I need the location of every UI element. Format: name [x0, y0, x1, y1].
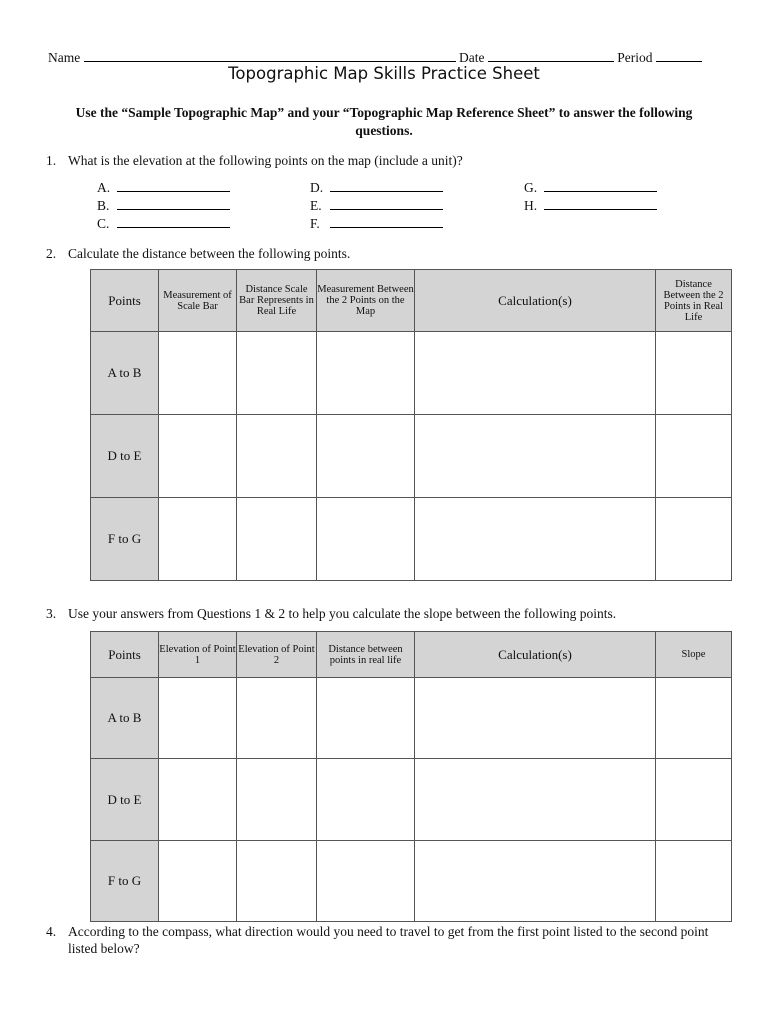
answer-cell[interactable] — [656, 332, 732, 415]
answer-cell[interactable] — [415, 759, 656, 841]
column-header: Points — [91, 632, 159, 678]
elevation-field[interactable] — [117, 196, 230, 210]
answer-cell[interactable] — [656, 498, 732, 581]
column-header: Elevation of Point 1 — [159, 632, 237, 678]
answer-cell[interactable] — [317, 678, 415, 759]
period-field[interactable] — [656, 47, 702, 62]
instructions: Use the “Sample Topographic Map” and your “Topographic Map Reference Sheet” to answer the following questions. — [75, 105, 693, 138]
question-4 — [46, 923, 726, 959]
elevation-col-1 — [97, 178, 230, 232]
question-4-text: According to the compass, what direction would you need to travel to get from the first point listed to the second point listed below? — [68, 924, 709, 956]
question-1-text: What is the elevation at the following points on the map (include a unit)? — [68, 153, 463, 168]
date-field[interactable] — [488, 47, 614, 62]
column-header: Measurement of Scale Bar — [159, 270, 237, 332]
slope-table — [90, 631, 732, 922]
question-2-number: 2. — [46, 246, 57, 261]
answer-cell[interactable] — [656, 678, 732, 759]
elevation-field[interactable] — [330, 214, 443, 228]
answer-cell[interactable] — [415, 332, 656, 415]
answer-cell[interactable] — [237, 415, 317, 498]
name-field[interactable] — [84, 47, 456, 62]
point-label: H. — [524, 198, 538, 213]
row-label: F to G — [91, 498, 159, 581]
date-label: Date — [458, 50, 485, 65]
question-3-text: Use your answers from Questions 1 & 2 to help you calculate the slope between the following points. — [68, 606, 617, 621]
table-row — [91, 841, 732, 922]
answer-cell[interactable] — [656, 841, 732, 922]
point-label: A. — [97, 180, 111, 195]
slope-header-row — [91, 632, 732, 678]
point-label: E. — [310, 198, 322, 213]
table-row — [91, 415, 732, 498]
table-row — [91, 759, 732, 841]
column-header: Elevation of Point 2 — [237, 632, 317, 678]
row-label: A to B — [91, 332, 159, 415]
answer-cell[interactable] — [317, 332, 415, 415]
point-label: F. — [310, 216, 320, 231]
elevation-field[interactable] — [544, 196, 657, 210]
question-1 — [46, 152, 736, 170]
answer-cell[interactable] — [317, 415, 415, 498]
row-label: F to G — [91, 841, 159, 922]
answer-cell[interactable] — [237, 498, 317, 581]
answer-cell[interactable] — [237, 759, 317, 841]
answer-cell[interactable] — [237, 332, 317, 415]
answer-cell[interactable] — [415, 678, 656, 759]
column-header: Distance Scale Bar Represents in Real Life — [237, 270, 317, 332]
answer-cell[interactable] — [415, 498, 656, 581]
row-label: A to B — [91, 678, 159, 759]
answer-cell[interactable] — [159, 759, 237, 841]
question-3 — [46, 605, 746, 623]
column-header: Distance Between the 2 Points in Real Life — [656, 270, 732, 332]
table-row — [91, 498, 732, 581]
question-2 — [46, 245, 736, 263]
answer-cell[interactable] — [415, 841, 656, 922]
column-header: Slope — [656, 632, 732, 678]
distance-header-row — [91, 270, 732, 332]
answer-cell[interactable] — [317, 841, 415, 922]
elevation-field[interactable] — [544, 178, 657, 192]
elevation-field[interactable] — [117, 214, 230, 228]
column-header: Distance between points in real life — [317, 632, 415, 678]
column-header: Points — [91, 270, 159, 332]
answer-cell[interactable] — [317, 759, 415, 841]
distance-table — [90, 269, 732, 581]
elevation-col-2 — [310, 178, 443, 232]
period-label: Period — [617, 50, 653, 65]
point-label: G. — [524, 180, 538, 195]
question-3-number: 3. — [46, 606, 57, 621]
page-title: Topographic Map Skills Practice Sheet — [228, 64, 540, 83]
row-label: D to E — [91, 759, 159, 841]
row-label: D to E — [91, 415, 159, 498]
elevation-field[interactable] — [330, 196, 443, 210]
answer-cell[interactable] — [237, 678, 317, 759]
question-1-number: 1. — [46, 153, 57, 168]
column-header: Calculation(s) — [415, 270, 656, 332]
answer-cell[interactable] — [159, 498, 237, 581]
table-row — [91, 678, 732, 759]
question-4-number: 4. — [46, 924, 57, 939]
answer-cell[interactable] — [159, 841, 237, 922]
answer-cell[interactable] — [159, 415, 237, 498]
answer-cell[interactable] — [656, 759, 732, 841]
question-2-text: Calculate the distance between the following points. — [68, 246, 351, 261]
answer-cell[interactable] — [237, 841, 317, 922]
answer-cell[interactable] — [159, 332, 237, 415]
table-row — [91, 332, 732, 415]
elevation-col-3 — [524, 178, 657, 214]
answer-cell[interactable] — [415, 415, 656, 498]
name-label: Name — [48, 50, 81, 65]
column-header: Calculation(s) — [415, 632, 656, 678]
answer-cell[interactable] — [317, 498, 415, 581]
elevation-field[interactable] — [117, 178, 230, 192]
elevation-field[interactable] — [330, 178, 443, 192]
column-header: Measurement Between the 2 Points on the Map — [317, 270, 415, 332]
answer-cell[interactable] — [656, 415, 732, 498]
point-label: B. — [97, 198, 110, 213]
point-label: C. — [97, 216, 110, 231]
answer-cell[interactable] — [159, 678, 237, 759]
point-label: D. — [310, 180, 324, 195]
